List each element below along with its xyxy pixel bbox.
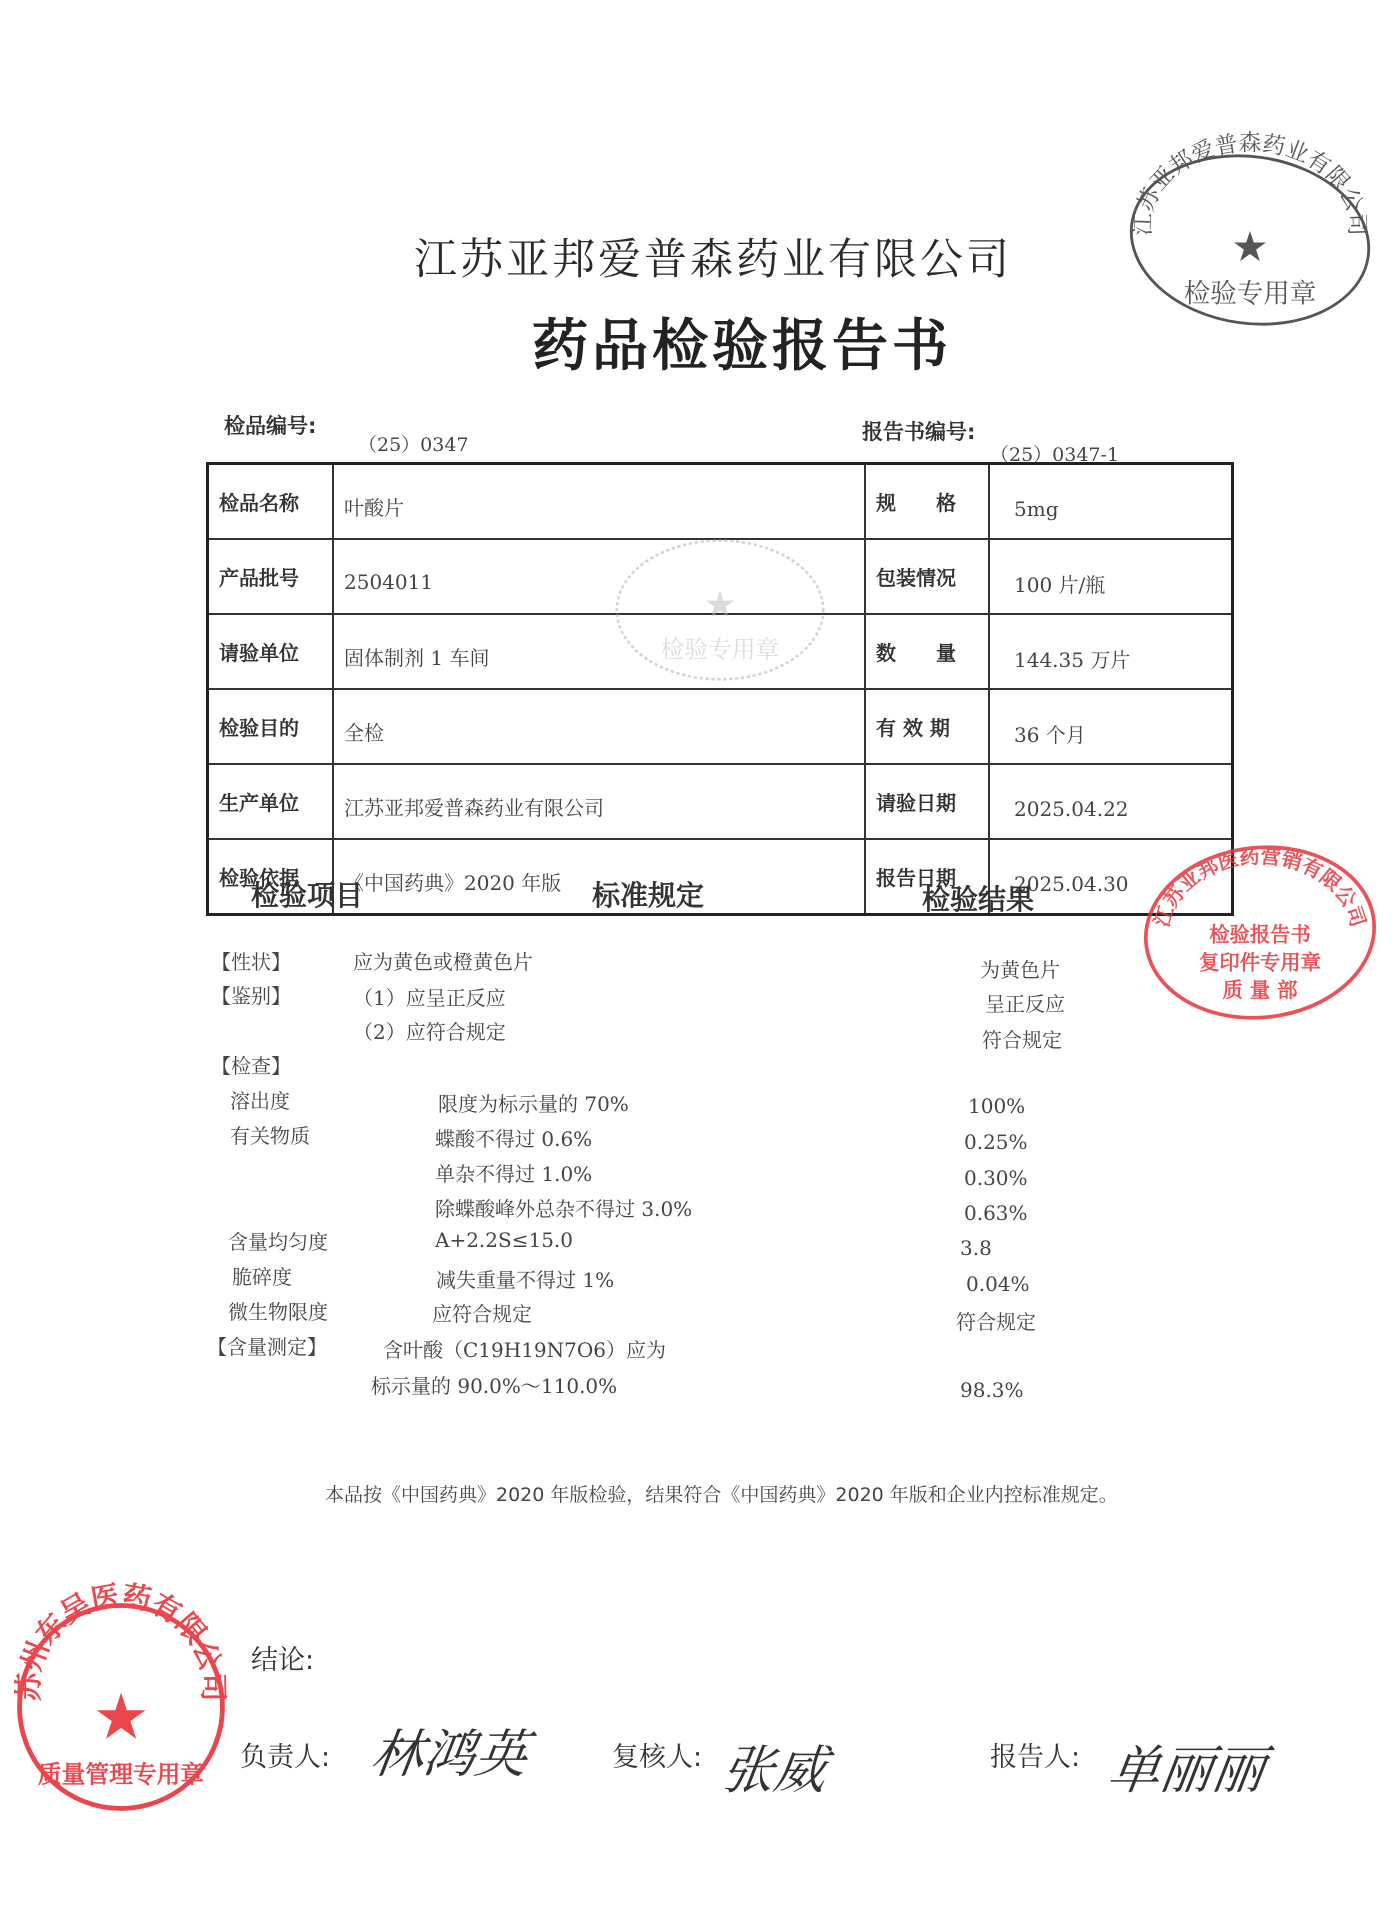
- field-label: 数 量: [876, 641, 956, 665]
- item-standard: 应符合规定: [432, 1302, 532, 1326]
- stamp-center-text: 检验专用章: [1183, 278, 1317, 310]
- stamp-ring-text: 苏州东吴医药有限公司: [11, 1578, 231, 1702]
- field-value-cell: [989, 614, 1233, 689]
- inspection-seal-stamp: [1125, 130, 1375, 330]
- table-row: [208, 464, 1233, 540]
- item-label: 【鉴别】: [211, 984, 291, 1008]
- item-standard: 减失重量不得过 1%: [436, 1268, 615, 1292]
- item-standard: 标示量的 90.0%～110.0%: [371, 1374, 618, 1398]
- item-result: 100%: [968, 1094, 1026, 1118]
- stamp-line: 质 量 部: [1222, 978, 1298, 1003]
- item-label: 含量均匀度: [228, 1230, 328, 1254]
- stamp-center-text: 检验专用章: [660, 635, 780, 664]
- item-result: 呈正反应: [985, 992, 1065, 1016]
- field-label: 报告日期: [876, 866, 956, 890]
- responsible-signature: 林鸿英: [367, 1725, 532, 1785]
- item-result: 为黄色片: [980, 958, 1060, 982]
- item-label: 【含量测定】: [207, 1335, 327, 1359]
- field-value: 144.35 万片: [1014, 648, 1131, 672]
- item-result: 符合规定: [956, 1310, 1036, 1334]
- item-label: 【性状】: [211, 950, 291, 974]
- stamp-line: 复印件专用章: [1199, 950, 1321, 975]
- field-value-cell: [989, 539, 1233, 614]
- item-standard: A+2.2S≤15.0: [435, 1228, 573, 1252]
- reporter-signature: 单丽丽: [1104, 1741, 1269, 1801]
- company-name: 江苏亚邦爱普森药业有限公司: [414, 235, 1012, 285]
- star-icon: ★: [92, 1679, 150, 1754]
- field-value-cell: [333, 689, 865, 764]
- star-icon: ★: [703, 581, 737, 626]
- field-value: 2025.04.22: [1014, 796, 1129, 821]
- conclusion-text: 本品按《中国药典》2020 年版检验，结果符合《中国药典》2020 年版和企业内控标准规定。: [325, 1484, 1118, 1506]
- field-label: 规 格: [876, 491, 956, 515]
- field-label-cell: [865, 464, 989, 540]
- field-value: 固体制剂 1 车间: [344, 646, 490, 670]
- report-copy-stamp: [1140, 840, 1380, 1025]
- item-result: 符合规定: [982, 1028, 1062, 1052]
- item-label: 溶出度: [230, 1089, 290, 1113]
- item-label: 有关物质: [230, 1124, 310, 1148]
- item-standard: 含叶酸（C19H19N7O6）应为: [383, 1338, 666, 1362]
- quality-management-stamp: [11, 1578, 231, 1814]
- report-no-value: （25）0347-1: [990, 444, 1120, 466]
- reviewer-signature: 张威: [718, 1741, 831, 1801]
- field-label-cell: [208, 539, 334, 614]
- item-label: 【检查】: [211, 1054, 291, 1078]
- field-label-cell: [865, 539, 989, 614]
- stamp-line: 检验报告书: [1209, 922, 1311, 947]
- item-standard: （2）应符合规定: [353, 1020, 506, 1044]
- item-standard: 应为黄色或橙黄色片: [353, 950, 533, 974]
- field-value-cell: [989, 464, 1233, 540]
- field-label-cell: [208, 614, 334, 689]
- field-label-cell: [208, 689, 334, 764]
- field-value-cell: [333, 464, 865, 540]
- field-label: 请验日期: [876, 791, 956, 815]
- item-result: 3.8: [960, 1236, 992, 1260]
- stamp-center-text: 质量管理专用章: [37, 1760, 205, 1789]
- field-label: 有 效 期: [876, 716, 950, 740]
- table-row: [208, 764, 1233, 839]
- star-icon: ★: [1231, 221, 1269, 271]
- field-value: 全检: [344, 721, 384, 745]
- field-label-cell: [865, 689, 989, 764]
- svg-text:江苏亚邦爱普森药业有限公司: [1130, 131, 1369, 237]
- field-value: 江苏亚邦爱普森药业有限公司: [344, 796, 604, 820]
- faded-inspection-stamp: [610, 530, 830, 690]
- field-value: 2025.04.30: [1014, 871, 1129, 896]
- field-label: 包装情况: [876, 566, 956, 590]
- field-label: 产品批号: [219, 566, 299, 590]
- field-label-cell: [865, 614, 989, 689]
- item-standard: （1）应呈正反应: [353, 986, 506, 1010]
- item-label: 微生物限度: [228, 1300, 328, 1324]
- field-label-cell: [208, 464, 334, 540]
- field-label-cell: [865, 764, 989, 839]
- field-value: 100 片/瓶: [1014, 573, 1106, 597]
- column-head-result: 检验结果: [922, 883, 1035, 916]
- item-standard: 除蝶酸峰外总杂不得过 3.0%: [435, 1197, 693, 1221]
- item-result: 0.63%: [964, 1201, 1028, 1225]
- field-label: 请验单位: [219, 641, 299, 665]
- field-value: 叶酸片: [344, 496, 404, 520]
- item-result: 0.04%: [966, 1272, 1030, 1296]
- stamp-ring-text: 江苏亚邦爱普森药业有限公司: [1130, 130, 1370, 237]
- sample-no-value: （25）0347: [358, 434, 469, 456]
- table-row: [208, 689, 1233, 764]
- document-title: 药品检验报告书: [532, 314, 952, 379]
- report-no-label: 报告书编号:: [862, 420, 976, 444]
- field-value-cell: [989, 764, 1233, 839]
- field-label: 检验依据: [219, 866, 299, 890]
- conclusion-label: 结论:: [251, 1645, 315, 1676]
- item-result: 0.30%: [964, 1166, 1028, 1190]
- field-value: 36 个月: [1014, 723, 1086, 747]
- item-standard: 限度为标示量的 70%: [438, 1092, 629, 1116]
- item-result: 98.3%: [960, 1378, 1024, 1402]
- field-value: 2504011: [344, 569, 434, 594]
- item-label: 脆碎度: [232, 1265, 292, 1289]
- field-value-cell: [333, 764, 865, 839]
- field-value: 《中国药典》2020 年版: [344, 871, 562, 895]
- responsible-label: 负责人:: [240, 1742, 331, 1773]
- column-head-standard: 标准规定: [592, 879, 705, 912]
- reporter-label: 报告人:: [990, 1742, 1081, 1773]
- field-label: 检品名称: [219, 491, 299, 515]
- field-value: 5mg: [1014, 496, 1059, 521]
- item-result: 0.25%: [964, 1130, 1028, 1154]
- column-head-item: 检验项目: [251, 879, 364, 912]
- reviewer-label: 复核人:: [612, 1742, 703, 1773]
- svg-text:江苏亚邦医药营销有限公司: [1149, 844, 1370, 931]
- field-label: 生产单位: [219, 791, 299, 815]
- sample-no-label: 检品编号:: [224, 414, 317, 438]
- field-label-cell: [208, 764, 334, 839]
- item-standard: 蝶酸不得过 0.6%: [435, 1127, 593, 1151]
- item-standard: 单杂不得过 1.0%: [435, 1162, 593, 1186]
- stamp-ring-text: 江苏亚邦医药营销有限公司: [1149, 843, 1371, 930]
- field-value-cell: [989, 689, 1233, 764]
- field-label: 检验目的: [219, 716, 299, 740]
